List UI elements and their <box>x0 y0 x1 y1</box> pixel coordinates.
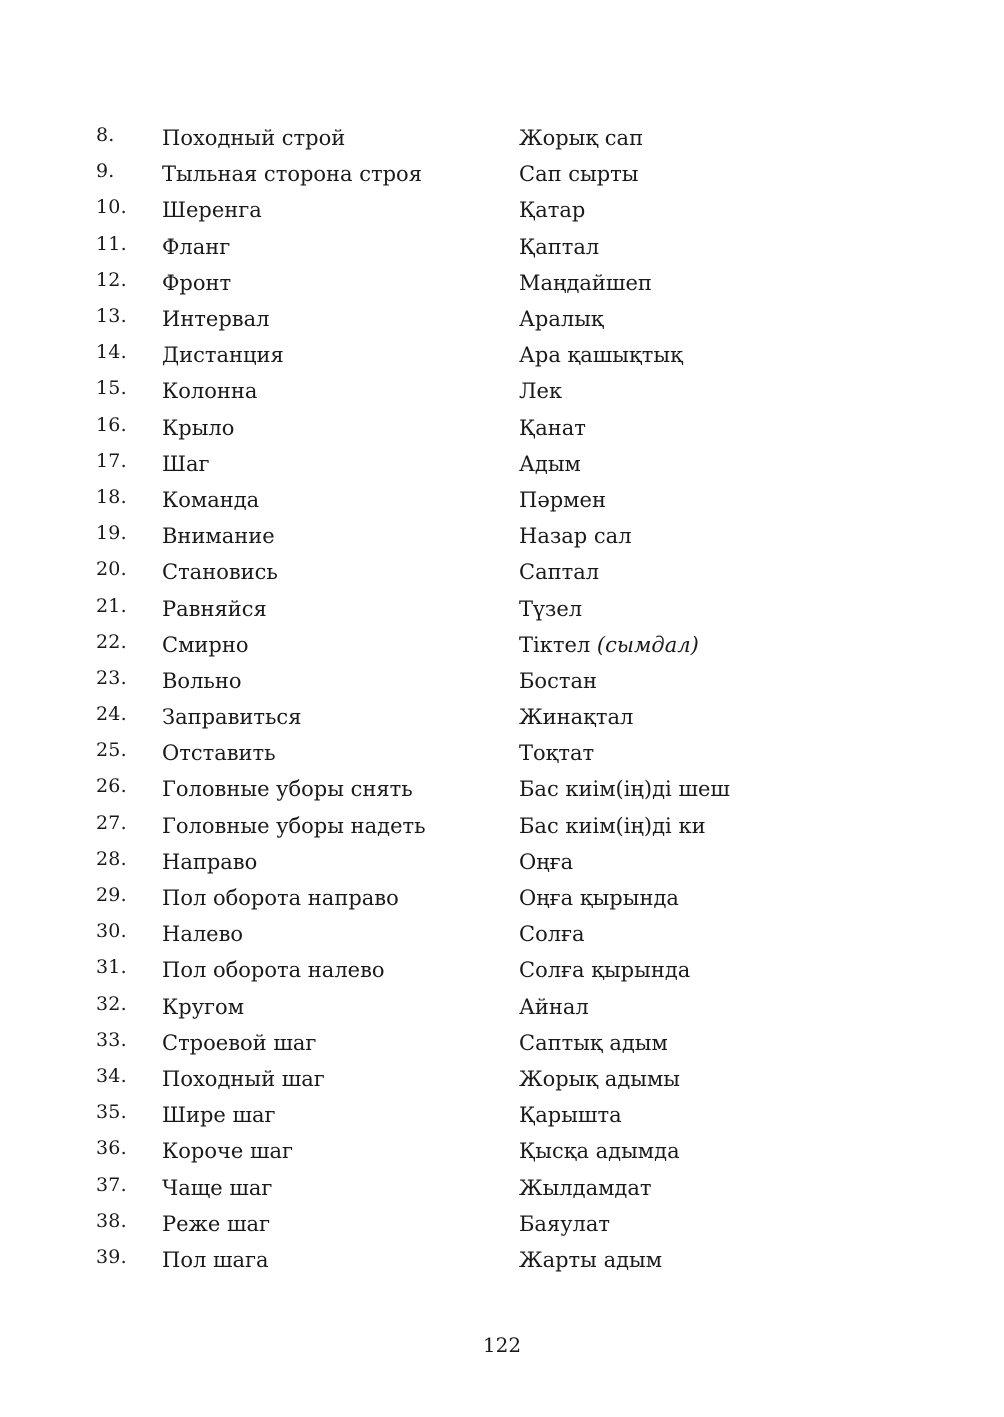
kazakh-term <box>519 1248 662 1272</box>
kazakh-term <box>519 162 639 186</box>
glossary-row <box>96 1169 916 1205</box>
entry-number: 34. <box>96 1064 127 1087</box>
kazakh-term-text: Тіктел <box>519 632 591 657</box>
entry-number: 8. <box>96 124 115 147</box>
kazakh-term-text: Оңға <box>519 849 574 874</box>
kazakh-term <box>519 633 699 657</box>
russian-term: Смирно <box>162 632 249 657</box>
kazakh-term <box>519 850 573 874</box>
glossary-row <box>96 156 916 192</box>
kazakh-term-text: Оңға қырында <box>519 886 679 911</box>
glossary-row <box>96 1097 916 1133</box>
glossary-row <box>96 518 916 554</box>
page-number: 122 <box>482 1333 522 1357</box>
kazakh-term <box>519 1031 668 1055</box>
russian-term: Тыльная сторона строя <box>162 162 422 187</box>
kazakh-term <box>519 1139 680 1163</box>
kazakh-term <box>519 886 679 910</box>
kazakh-term-text: Қатар <box>519 198 586 223</box>
russian-term: Колонна <box>162 379 258 404</box>
glossary-row <box>96 844 916 880</box>
glossary-row <box>96 446 916 482</box>
glossary-row <box>96 1206 916 1242</box>
kazakh-term <box>519 271 652 295</box>
entry-number: 16. <box>96 413 127 436</box>
russian-term: Реже шаг <box>162 1211 271 1236</box>
entry-number: 28. <box>96 847 127 870</box>
kazakh-term <box>519 198 585 222</box>
russian-term: Строевой шаг <box>162 1030 317 1055</box>
kazakh-term <box>519 1067 680 1091</box>
kazakh-term-text: Саптық адым <box>519 1030 668 1055</box>
glossary-row <box>96 663 916 699</box>
kazakh-term <box>519 669 597 693</box>
glossary-row <box>96 989 916 1025</box>
kazakh-term <box>519 343 683 367</box>
glossary-row <box>96 554 916 590</box>
kazakh-term <box>519 995 589 1019</box>
russian-term: Пол оборота налево <box>162 958 385 983</box>
kazakh-term <box>519 452 581 476</box>
kazakh-term-text: Қысқа адымда <box>519 1139 680 1164</box>
kazakh-term <box>519 814 706 838</box>
glossary-row <box>96 1025 916 1061</box>
kazakh-term-text: Қанат <box>519 415 586 440</box>
glossary-row <box>96 410 916 446</box>
entry-number: 15. <box>96 377 127 400</box>
glossary-row <box>96 590 916 626</box>
russian-term: Походный шаг <box>162 1066 325 1091</box>
kazakh-term-note: (сымдал) <box>596 632 699 657</box>
kazakh-term-text: Жорық адымы <box>519 1066 681 1091</box>
glossary-row <box>96 916 916 952</box>
entry-number: 10. <box>96 196 127 219</box>
russian-term: Команда <box>162 487 260 512</box>
entry-number: 17. <box>96 449 127 472</box>
kazakh-term <box>519 560 599 584</box>
glossary-row <box>96 192 916 228</box>
entry-number: 27. <box>96 811 127 834</box>
entry-number: 12. <box>96 268 127 291</box>
kazakh-term-text: Қарышта <box>519 1103 622 1128</box>
entry-number: 21. <box>96 594 127 617</box>
glossary-list <box>96 120 916 1278</box>
kazakh-term <box>519 705 633 729</box>
entry-number: 26. <box>96 775 127 798</box>
kazakh-term-text: Бостан <box>519 668 597 693</box>
glossary-row <box>96 120 916 156</box>
russian-term: Головные уборы снять <box>162 777 413 802</box>
kazakh-term-text: Аралық <box>519 307 604 332</box>
kazakh-term-text: Тоқтат <box>519 741 595 766</box>
entry-number: 18. <box>96 485 127 508</box>
kazakh-term <box>519 922 585 946</box>
kazakh-term-text: Маңдайшеп <box>519 270 652 295</box>
russian-term: Шаг <box>162 451 210 476</box>
kazakh-term-text: Бас киім(ің)ді шеш <box>519 777 730 802</box>
russian-term: Налево <box>162 922 244 947</box>
entry-number: 11. <box>96 232 127 255</box>
russian-term: Равняйся <box>162 596 267 621</box>
kazakh-term-text: Солға қырында <box>519 958 691 983</box>
glossary-row <box>96 1061 916 1097</box>
kazakh-term <box>519 1212 610 1236</box>
kazakh-term-text: Түзел <box>519 596 583 621</box>
kazakh-term-text: Жарты адым <box>519 1247 663 1272</box>
kazakh-term-text: Назар сал <box>519 524 632 549</box>
kazakh-term-text: Солға <box>519 922 585 947</box>
entry-number: 30. <box>96 920 127 943</box>
russian-term: Пол оборота направо <box>162 886 399 911</box>
kazakh-term-text: Жорық сап <box>519 126 644 151</box>
glossary-row <box>96 301 916 337</box>
kazakh-term-text: Бас киім(ің)ді ки <box>519 813 706 838</box>
russian-term: Становись <box>162 560 278 585</box>
kazakh-term <box>519 126 643 150</box>
glossary-row <box>96 482 916 518</box>
kazakh-term <box>519 1103 622 1127</box>
russian-term: Интервал <box>162 307 270 332</box>
kazakh-term <box>519 488 606 512</box>
entry-number: 36. <box>96 1137 127 1160</box>
entry-number: 38. <box>96 1209 127 1232</box>
entry-number: 22. <box>96 630 127 653</box>
russian-term: Направо <box>162 849 258 874</box>
kazakh-term-text: Жинақтал <box>519 705 634 730</box>
glossary-row <box>96 952 916 988</box>
glossary-row <box>96 699 916 735</box>
russian-term: Фронт <box>162 270 232 295</box>
russian-term: Заправиться <box>162 705 302 730</box>
entry-number: 31. <box>96 956 127 979</box>
russian-term: Внимание <box>162 524 275 549</box>
kazakh-term-text: Саптал <box>519 560 600 585</box>
kazakh-term <box>519 524 632 548</box>
kazakh-term <box>519 741 594 765</box>
entry-number: 14. <box>96 341 127 364</box>
russian-term: Походный строй <box>162 126 346 151</box>
kazakh-term-text: Баяулат <box>519 1211 611 1236</box>
entry-number: 13. <box>96 305 127 328</box>
entry-number: 29. <box>96 884 127 907</box>
kazakh-term <box>519 1176 652 1200</box>
kazakh-term <box>519 958 690 982</box>
kazakh-term <box>519 235 599 259</box>
russian-term: Шире шаг <box>162 1103 276 1128</box>
glossary-row <box>96 771 916 807</box>
kazakh-term-text: Қаптал <box>519 234 600 259</box>
entry-number: 20. <box>96 558 127 581</box>
kazakh-term-text: Лек <box>519 379 563 404</box>
entry-number: 25. <box>96 739 127 762</box>
kazakh-term-text: Ара қашықтық <box>519 343 683 368</box>
russian-term: Пол шага <box>162 1247 269 1272</box>
entry-number: 23. <box>96 666 127 689</box>
russian-term: Отставить <box>162 741 276 766</box>
russian-term: Вольно <box>162 668 242 693</box>
entry-number: 39. <box>96 1245 127 1268</box>
entry-number: 19. <box>96 522 127 545</box>
entry-number: 37. <box>96 1173 127 1196</box>
entry-number: 32. <box>96 992 127 1015</box>
glossary-row <box>96 880 916 916</box>
kazakh-term-text: Пәрмен <box>519 487 606 512</box>
kazakh-term <box>519 379 562 403</box>
russian-term: Крыло <box>162 415 235 440</box>
russian-term: Чаще шаг <box>162 1175 273 1200</box>
glossary-row <box>96 808 916 844</box>
glossary-row <box>96 1133 916 1169</box>
entry-number: 35. <box>96 1101 127 1124</box>
glossary-row <box>96 1242 916 1278</box>
russian-term: Короче шаг <box>162 1139 294 1164</box>
russian-term: Головные уборы надеть <box>162 813 426 838</box>
entry-number: 24. <box>96 703 127 726</box>
entry-number: 33. <box>96 1028 127 1051</box>
russian-term: Шеренга <box>162 198 262 223</box>
entry-number: 9. <box>96 160 115 183</box>
kazakh-term-text: Айнал <box>519 994 589 1019</box>
russian-term: Фланг <box>162 234 231 259</box>
kazakh-term-text: Жылдамдат <box>519 1175 652 1200</box>
kazakh-term <box>519 777 730 801</box>
kazakh-term <box>519 416 586 440</box>
russian-term: Кругом <box>162 994 245 1019</box>
glossary-row <box>96 265 916 301</box>
glossary-row <box>96 337 916 373</box>
kazakh-term <box>519 307 604 331</box>
kazakh-term-text: Адым <box>519 451 581 476</box>
glossary-row <box>96 627 916 663</box>
glossary-row <box>96 373 916 409</box>
kazakh-term-text: Сап сырты <box>519 162 639 187</box>
russian-term: Дистанция <box>162 343 284 368</box>
glossary-row <box>96 229 916 265</box>
kazakh-term <box>519 597 582 621</box>
glossary-row <box>96 735 916 771</box>
